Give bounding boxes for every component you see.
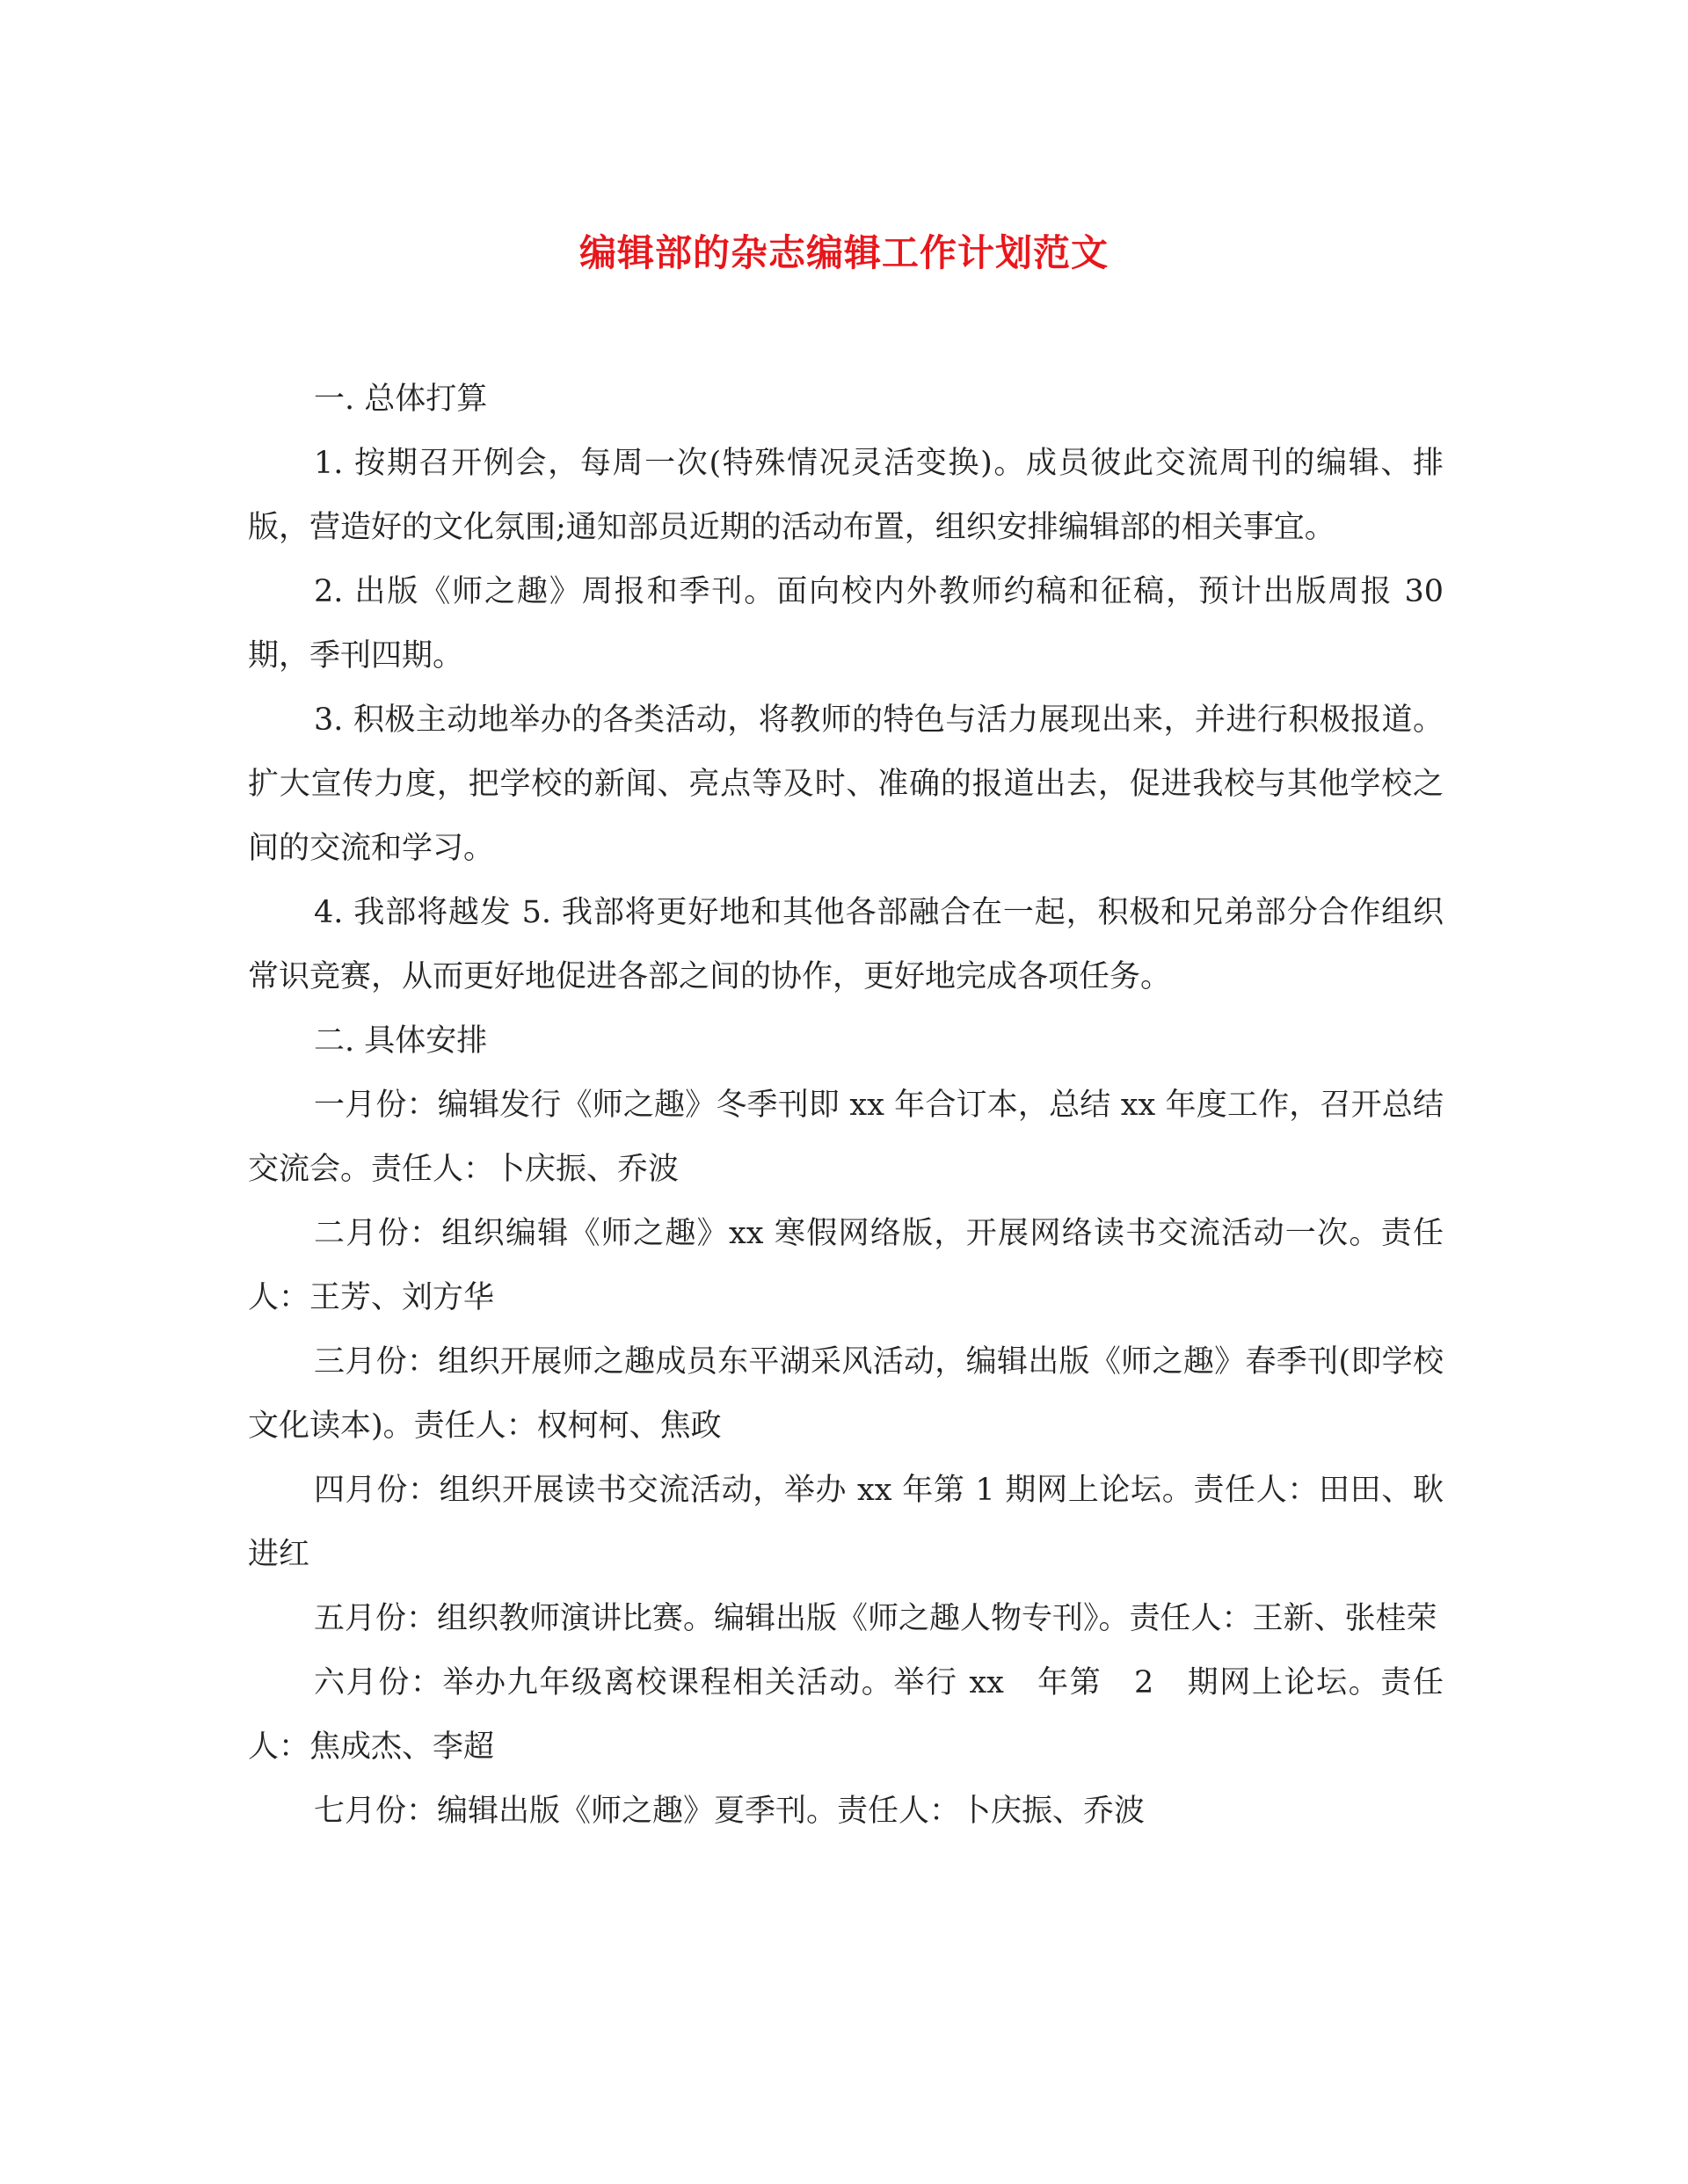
paragraph-january: 一月份：编辑发行《师之趣》冬季刊即 xx 年合订本，总结 xx 年度工作，召开总结交流会。责任人：卜庆振、乔波 [248, 1088, 1444, 1187]
section-heading-specific-arrangement: 二. 具体安排 [314, 1023, 488, 1059]
paragraph-february: 二月份：组织编辑《师之趣》xx 寒假网络版，开展网络读书交流活动一次。责任人：王芳、刘方华 [248, 1216, 1444, 1315]
paragraph-june: 六月份：举办九年级离校课程相关活动。举行 xx 年第 2 期网上论坛。责任人：焦成杰、李超 [248, 1665, 1444, 1765]
paragraph-item-3: 3. 积极主动地举办的各类活动，将教师的特色与活力展现出来，并进行积极报道。扩大宣传力度，把学校的新闻、亮点等及时、准确的报道出去，促进我校与其他学校之间的交流和学习。 [248, 703, 1444, 866]
paragraph-april: 四月份：组织开展读书交流活动，举办 xx 年第 1 期网上论坛。责任人：田田、耿进红 [248, 1473, 1444, 1572]
paragraph-july: 七月份：编辑出版《师之趣》夏季刊。责任人：卜庆振、乔波 [314, 1794, 1146, 1829]
paragraph-item-4: 4. 我部将越发 5. 我部将更好地和其他各部融合在一起，积极和兄弟部分合作组织常识竞赛，从而更好地促进各部之间的协作，更好地完成各项任务。 [248, 895, 1444, 994]
paragraph-item-1: 1. 按期召开例会，每周一次(特殊情况灵活变换)。成员彼此交流周刊的编辑、排版，营造好的文化氛围;通知部员近期的活动布置，组织安排编辑部的相关事宜。 [248, 446, 1444, 545]
document-body [248, 368, 1444, 1844]
section-heading-overall-plan: 一. 总体打算 [314, 382, 488, 417]
paragraph-item-2: 2. 出版《师之趣》周报和季刊。面向校内外教师约稿和征稿，预计出版周报 30 期，季刊四期。 [248, 574, 1444, 673]
paragraph-march: 三月份：组织开展师之趣成员东平湖采风活动，编辑出版《师之趣》春季刊(即学校文化读本)。责任人：权柯柯、焦政 [248, 1344, 1444, 1444]
paragraph-may: 五月份：组织教师演讲比赛。编辑出版《师之趣人物专刊》。责任人：王新、张桂荣 [314, 1601, 1437, 1636]
document-title: 编辑部的杂志编辑工作计划范文 [578, 231, 1109, 274]
